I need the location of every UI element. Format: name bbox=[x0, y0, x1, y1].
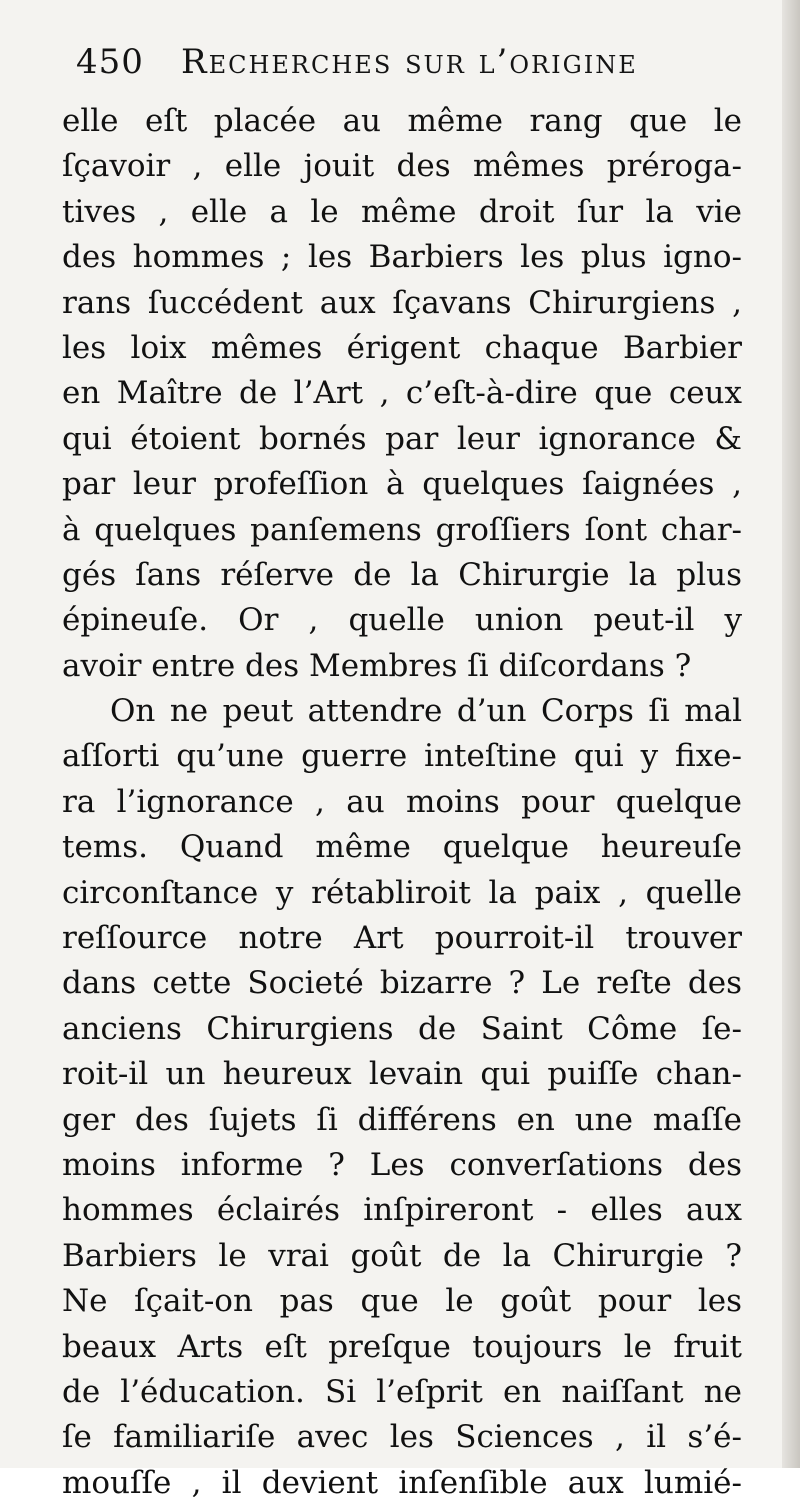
text-line: rans ſuccédent aux ſçavans Chirurgiens , bbox=[62, 284, 742, 321]
running-head bbox=[76, 42, 716, 98]
text-line: moins informe ? Les converſations des bbox=[62, 1146, 742, 1183]
text-line: épineuſe. Or , quelle union peut-il y bbox=[62, 602, 742, 639]
running-head-title: Recherches sur l’origine bbox=[181, 42, 638, 82]
text-line: des hommes ; les Barbiers les plus igno- bbox=[62, 239, 742, 276]
text-line: dans cette Societé bizarre ? Le reſte des bbox=[62, 965, 742, 1002]
text-line: circonſtance y rétabliroit la paix , quelle bbox=[62, 874, 742, 911]
body-text bbox=[62, 99, 742, 1506]
text-line: les loix mêmes érigent chaque Barbier bbox=[62, 329, 742, 366]
text-line: qui étoient bornés par leur ignorance & bbox=[62, 420, 742, 457]
text-line: hommes éclairés inſpireront - elles aux bbox=[62, 1192, 742, 1229]
text-line: reſſource notre Art pourroit-il trouver bbox=[62, 920, 742, 957]
text-line: en Maître de l’Art , c’eſt-à-dire que ceux bbox=[62, 375, 742, 412]
text-line: ra l’ignorance , au moins pour quelque bbox=[62, 783, 742, 820]
text-line: Barbiers le vrai goût de la Chirurgie ? bbox=[62, 1237, 742, 1274]
text-line: tems. Quand même quelque heureuſe bbox=[62, 829, 742, 866]
text-line: Ne ſçait-on pas que le goût pour les bbox=[62, 1283, 742, 1320]
text-line: ſe familiariſe avec les Sciences , il s’é- bbox=[62, 1419, 742, 1456]
text-line: avoir entre des Membres ſi diſcordans ? bbox=[62, 647, 692, 684]
page-number: 450 bbox=[76, 42, 144, 82]
text-line: roit-il un heureux levain qui puiſſe chan- bbox=[62, 1056, 742, 1093]
text-line: à quelques panſemens groſſiers ſont char- bbox=[62, 511, 742, 548]
text-line: mouſſe , il devient inſenſible aux lumié- bbox=[62, 1464, 742, 1501]
text-line: gés ſans réſerve de la Chirurgie la plus bbox=[62, 556, 742, 593]
text-line: beaux Arts eſt preſque toujours le fruit bbox=[62, 1328, 742, 1365]
text-line: de l’éducation. Si l’eſprit en naiſſant ne bbox=[62, 1373, 742, 1410]
text-line: elle eſt placée au même rang que le bbox=[62, 103, 742, 139]
text-line: anciens Chirurgiens de Saint Côme ſe- bbox=[62, 1010, 742, 1047]
text-line: par leur profeſſion à quelques ſaignées , bbox=[62, 466, 742, 503]
text-line: tives , elle a le même droit ſur la vie bbox=[62, 193, 742, 230]
paragraph-first-line: On ne peut attendre d’un Corps ſi mal bbox=[110, 693, 742, 730]
text-line: ger des ſujets ſi différens en une maſſe bbox=[62, 1101, 742, 1138]
page-edge-shadow bbox=[782, 0, 800, 1468]
text-line: aſſorti qu’une guerre inteſtine qui y fixe- bbox=[62, 738, 742, 775]
text-line: ſçavoir , elle jouit des mêmes préroga- bbox=[62, 148, 742, 185]
